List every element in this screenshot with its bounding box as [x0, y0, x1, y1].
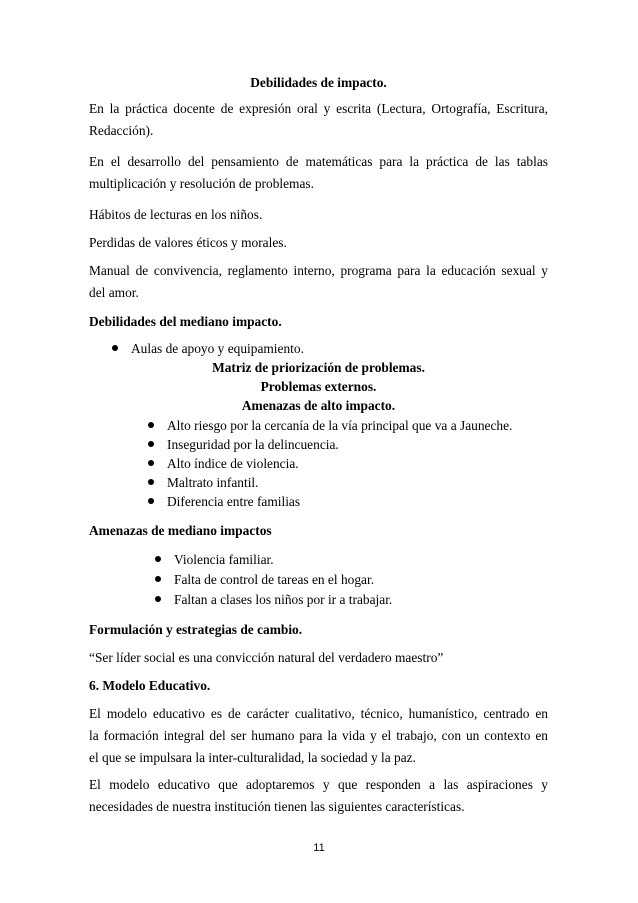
model-paragraph-1-line-3: el que se impulsara la inter-culturalidad, la sociedad y la paz. [89, 750, 416, 765]
bullet-icon [155, 556, 161, 562]
bullet-icon [148, 441, 154, 447]
quote: “Ser líder social es una convicción natural del verdadero maestro” [89, 650, 444, 665]
threat-medium-item: Violencia familiar. [174, 552, 274, 567]
medium-item: Aulas de apoyo y equipamiento. [131, 341, 304, 356]
bullet-icon [148, 479, 154, 485]
threat-high-item: Diferencia entre familias [167, 494, 301, 509]
heading-medium-impact: Debilidades del mediano impacto. [89, 314, 282, 329]
bullet-icon [148, 498, 154, 504]
bullet-icon [155, 596, 161, 602]
model-paragraph-1-line-2: la formación integral del ser humano para la vida y el trabajo, con un contexto en [89, 728, 548, 743]
paragraph-5-line-2: del amor. [89, 285, 139, 300]
bullet-icon [112, 345, 118, 351]
threat-medium-item: Faltan a clases los niños por ir a trabajar. [174, 592, 393, 607]
threat-medium-item: Falta de control de tareas en el hogar. [174, 572, 375, 587]
bullet-icon [148, 460, 154, 466]
model-paragraph-1-line-1: El modelo educativo es de carácter cualitativo, técnico, humanístico, centrado en [89, 706, 548, 721]
model-paragraph-2-line-1: El modelo educativo que adoptaremos y que responden a las aspiraciones y [89, 777, 548, 792]
bullet-icon [148, 422, 154, 428]
paragraph-5-line-1: Manual de convivencia, reglamento interno, programa para la educación sexual y [89, 263, 548, 278]
strategies-title: Formulación y estrategias de cambio. [89, 622, 303, 637]
threat-high-item: Alto riesgo por la cercanía de la vía principal que va a Jauneche. [167, 418, 513, 433]
paragraph-2-line-1: En el desarrollo del pensamiento de matemáticas para la práctica de las tablas [89, 154, 548, 169]
model-title: 6. Modelo Educativo. [89, 678, 211, 693]
threats-high-title: Amenazas de alto impacto. [241, 398, 396, 413]
threats-medium-title: Amenazas de mediano impactos [89, 523, 272, 538]
external-problems-title: Problemas externos. [260, 379, 377, 394]
heading-high-impact: Debilidades de impacto. [250, 75, 387, 90]
model-paragraph-2-line-2: necesidades de nuestra institución tienen las siguientes características. [89, 799, 465, 814]
threat-high-item: Inseguridad por la delincuencia. [167, 437, 339, 452]
paragraph-3: Hábitos de lecturas en los niños. [89, 207, 263, 222]
page-number: 11 [313, 842, 325, 854]
matrix-title: Matriz de priorización de problemas. [212, 360, 425, 375]
paragraph-4: Perdidas de valores éticos y morales. [89, 235, 287, 250]
threat-high-item: Maltrato infantil. [167, 475, 259, 490]
paragraph-1-line-2: Redacción). [89, 123, 154, 138]
threat-high-item: Alto índice de violencia. [167, 456, 299, 471]
paragraph-1-line-1: En la práctica docente de expresión oral y escrita (Lectura, Ortografía, Escritura, [89, 101, 548, 116]
paragraph-2-line-2: multiplicación y resolución de problemas. [89, 176, 314, 191]
bullet-icon [155, 576, 161, 582]
